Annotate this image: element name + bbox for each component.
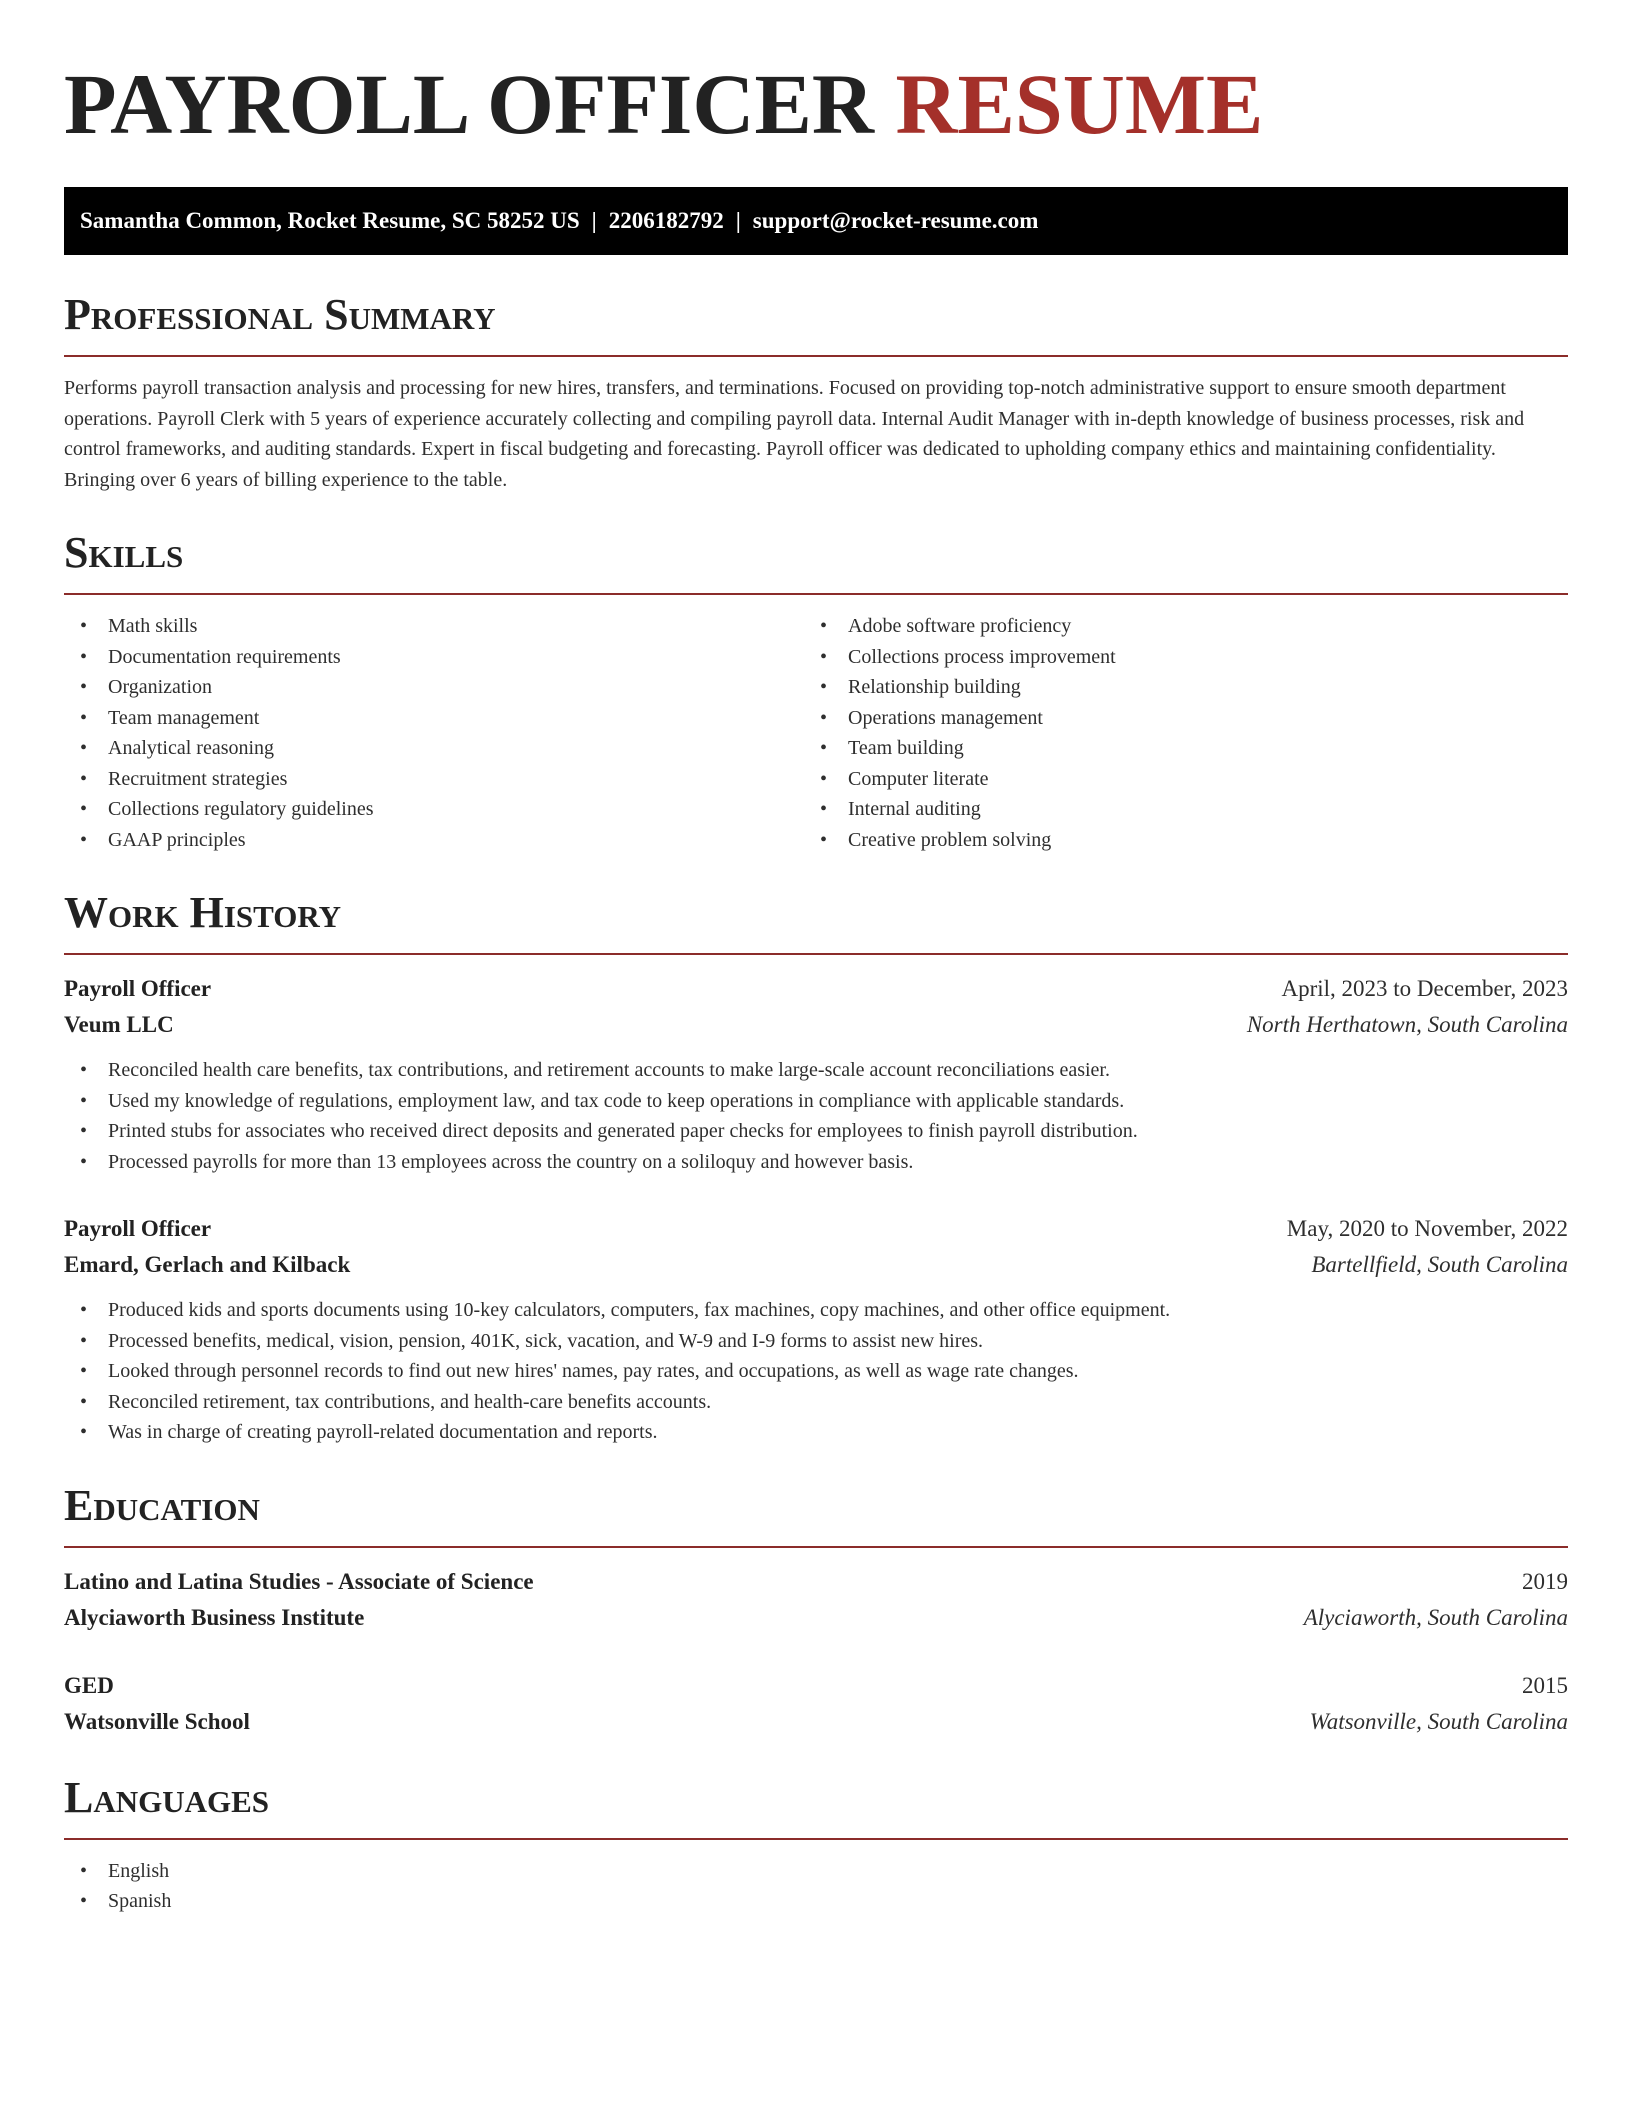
- job-company: Veum LLC: [64, 1012, 174, 1037]
- job-company-row: [64, 1247, 1568, 1283]
- education-heading: Education: [64, 1480, 260, 1530]
- title-accent: RESUME: [895, 56, 1264, 152]
- education-degree-row: [64, 1564, 1568, 1600]
- section-divider: [64, 593, 1568, 595]
- job-header-row: [64, 971, 1568, 1007]
- skills-grid: [64, 611, 1568, 855]
- job-company: Emard, Gerlach and Kilback: [64, 1252, 351, 1277]
- skill-item: • Team building: [804, 733, 1544, 764]
- skill-item: • Recruitment strategies: [64, 764, 804, 795]
- skills-section: [64, 525, 1568, 855]
- contact-email[interactable]: support@rocket-resume.com: [752, 208, 1039, 233]
- job-entry: [64, 971, 1568, 1177]
- job-duty-item: • Reconciled health care benefits, tax contributions, and retirement accounts to make large-scale account reconciliations easier.: [64, 1055, 1568, 1086]
- job-duty-item: • Processed benefits, medical, vision, pension, 401K, sick, vacation, and W-9 and I-9 forms to assist new hires.: [64, 1326, 1568, 1357]
- skill-item: • Operations management: [804, 703, 1544, 734]
- education-school-row: [64, 1704, 1568, 1740]
- job-duty-item: • Processed payrolls for more than 13 employees across the country on a soliloquy and however basis.: [64, 1147, 1568, 1178]
- summary-text: Performs payroll transaction analysis and processing for new hires, transfers, and terminations. Focused on providing top-notch administrative support to ensure smooth department operations. Payroll Clerk with 5 years of experience accurately collecting and compiling payroll data. Internal Audit Manager with in-depth knowledge of business processes, risk and control frameworks, and auditing standards. Expert in fiscal budgeting and forecasting. Payroll officer was dedicated to upholding company ethics and maintaining confidentiality. Bringing over 6 years of billing experience to the table.: [64, 377, 1525, 491]
- skill-item: • Collections process improvement: [804, 642, 1544, 673]
- languages-section: [64, 1770, 1568, 1917]
- skill-item: • Organization: [64, 672, 804, 703]
- contact-phone: 2206182792: [608, 208, 724, 233]
- skill-item: • Relationship building: [804, 672, 1544, 703]
- languages-list: [64, 1856, 1568, 1917]
- summary-section: [64, 287, 1568, 495]
- job-dates: May, 2020 to November, 2022: [1286, 1216, 1568, 1241]
- skill-item: • Internal auditing: [804, 794, 1544, 825]
- resume-title: [64, 56, 1568, 152]
- job-duty-item: • Reconciled retirement, tax contributions, and health-care benefits accounts.: [64, 1387, 1568, 1418]
- education-school: Watsonville School: [64, 1708, 250, 1734]
- languages-heading: Languages: [64, 1772, 270, 1822]
- education-location: Watsonville, South Carolina: [1309, 1708, 1568, 1734]
- job-location: North Herthatown, South Carolina: [1246, 1012, 1568, 1037]
- skill-item: • Adobe software proficiency: [804, 611, 1544, 642]
- job-header-row: [64, 1211, 1568, 1247]
- language-item: • English: [64, 1856, 1568, 1887]
- skills-list-right: [804, 611, 1544, 855]
- job-dates: April, 2023 to December, 2023: [1281, 976, 1568, 1001]
- education-section: [64, 1478, 1568, 1740]
- skill-item: • GAAP principles: [64, 825, 804, 856]
- job-duty-item: • Produced kids and sports documents using 10-key calculators, computers, fax machines, copy machines, and other office equipment.: [64, 1295, 1568, 1326]
- skill-item: • Collections regulatory guidelines: [64, 794, 804, 825]
- education-degree: Latino and Latina Studies - Associate of Science: [64, 1568, 534, 1594]
- skill-item: • Analytical reasoning: [64, 733, 804, 764]
- title-main: PAYROLL OFFICER: [64, 56, 874, 152]
- contact-separator: |: [735, 208, 741, 233]
- skill-item: • Creative problem solving: [804, 825, 1544, 856]
- job-entry: [64, 1211, 1568, 1448]
- work-history-section: [64, 885, 1568, 1448]
- skill-item: • Team management: [64, 703, 804, 734]
- education-school-row: [64, 1600, 1568, 1636]
- education-entry: [64, 1668, 1568, 1740]
- education-degree-row: [64, 1668, 1568, 1704]
- job-duty-item: • Printed stubs for associates who received direct deposits and generated paper checks for employees to finish payroll distribution.: [64, 1116, 1568, 1147]
- education-school: Alyciaworth Business Institute: [64, 1604, 365, 1630]
- contact-address: Samantha Common, Rocket Resume, SC 58252 US: [80, 208, 580, 233]
- work-history-heading: Work History: [64, 888, 342, 937]
- job-duty-item: • Was in charge of creating payroll-related documentation and reports.: [64, 1417, 1568, 1448]
- job-duty-item: • Looked through personnel records to find out new hires' names, pay rates, and occupations, as well as wage rate changes.: [64, 1356, 1568, 1387]
- education-entry: [64, 1564, 1568, 1636]
- skill-item: • Computer literate: [804, 764, 1544, 795]
- section-divider: [64, 953, 1568, 955]
- section-divider: [64, 355, 1568, 357]
- skills-heading: Skills: [64, 528, 184, 577]
- section-divider: [64, 1546, 1568, 1548]
- job-duty-item: • Used my knowledge of regulations, employment law, and tax code to keep operations in compliance with applicable standards.: [64, 1086, 1568, 1117]
- skills-list-left: [64, 611, 804, 855]
- education-location: Alyciaworth, South Carolina: [1303, 1604, 1568, 1630]
- summary-heading: Professional Summary: [64, 290, 496, 339]
- education-year: 2019: [1522, 1568, 1568, 1594]
- education-year: 2015: [1522, 1672, 1568, 1698]
- job-duties: [64, 1295, 1568, 1448]
- skill-item: • Documentation requirements: [64, 642, 804, 673]
- section-divider: [64, 1838, 1568, 1840]
- job-duties: [64, 1055, 1568, 1177]
- job-title: Payroll Officer: [64, 976, 212, 1001]
- language-item: • Spanish: [64, 1886, 1568, 1917]
- job-title: Payroll Officer: [64, 1216, 212, 1241]
- contact-separator: |: [591, 208, 597, 233]
- job-location: Bartellfield, South Carolina: [1311, 1252, 1568, 1277]
- education-degree: GED: [64, 1672, 114, 1698]
- skill-item: • Math skills: [64, 611, 804, 642]
- job-company-row: [64, 1007, 1568, 1043]
- contact-bar: [64, 187, 1568, 255]
